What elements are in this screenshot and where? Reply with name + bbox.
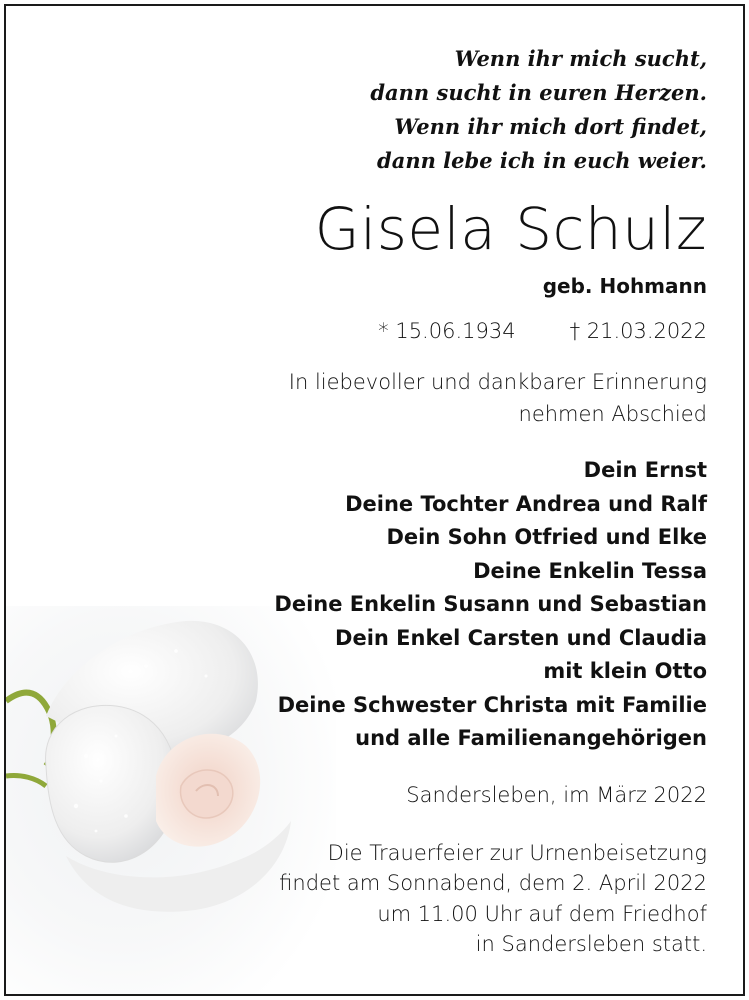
death-date: † 21.03.2022 — [569, 319, 707, 343]
birth-date: * 15.06.1934 — [378, 319, 516, 343]
mourners-list — [67, 454, 707, 756]
mourner: Deine Enkelin Tessa — [473, 558, 707, 583]
obituary-text — [67, 6, 707, 960]
mourner: Deine Schwester Christa mit Familie — [277, 692, 707, 717]
funeral-line: findet am Sonnabend, dem 2. April 2022 — [279, 871, 707, 895]
mourner: Dein Ernst — [583, 458, 707, 482]
mourner: Deine Enkelin Susann und Sebastian — [274, 592, 707, 616]
poem-line: dann sucht in euren Herzen. — [370, 80, 707, 105]
deceased-name: Gisela Schulz — [314, 195, 707, 263]
funeral-notice — [67, 838, 707, 960]
maiden-name: geb. Hohmann — [542, 274, 707, 298]
life-dates — [67, 316, 707, 346]
poem-line: dann lebe ich in euch weier. — [377, 148, 707, 173]
obituary-card — [4, 4, 745, 996]
funeral-line: in Sandersleben statt. — [475, 932, 707, 956]
intro-text — [67, 366, 707, 430]
intro-line: nehmen Abschied — [518, 402, 707, 426]
poem-line: Wenn ihr mich dort findet, — [394, 114, 707, 139]
intro-line: In liebevoller und dankbarer Erinnerung — [288, 370, 707, 394]
poem — [67, 42, 707, 178]
mourner: Deine Tochter Andrea und Ralf — [345, 491, 707, 516]
mourner: Dein Sohn Otfried und Elke — [386, 525, 707, 549]
mourner: und alle Familienangehörigen — [355, 726, 707, 750]
funeral-line: Die Trauerfeier zur Urnenbeisetzung — [327, 840, 707, 865]
funeral-line: um 11.00 Uhr auf dem Friedhof — [377, 901, 707, 926]
poem-line: Wenn ihr mich sucht, — [454, 46, 707, 71]
place-date: Sandersleben, im März 2022 — [406, 782, 707, 807]
mourner: mit klein Otto — [543, 659, 707, 683]
mourner: Dein Enkel Carsten und Claudia — [335, 625, 707, 650]
